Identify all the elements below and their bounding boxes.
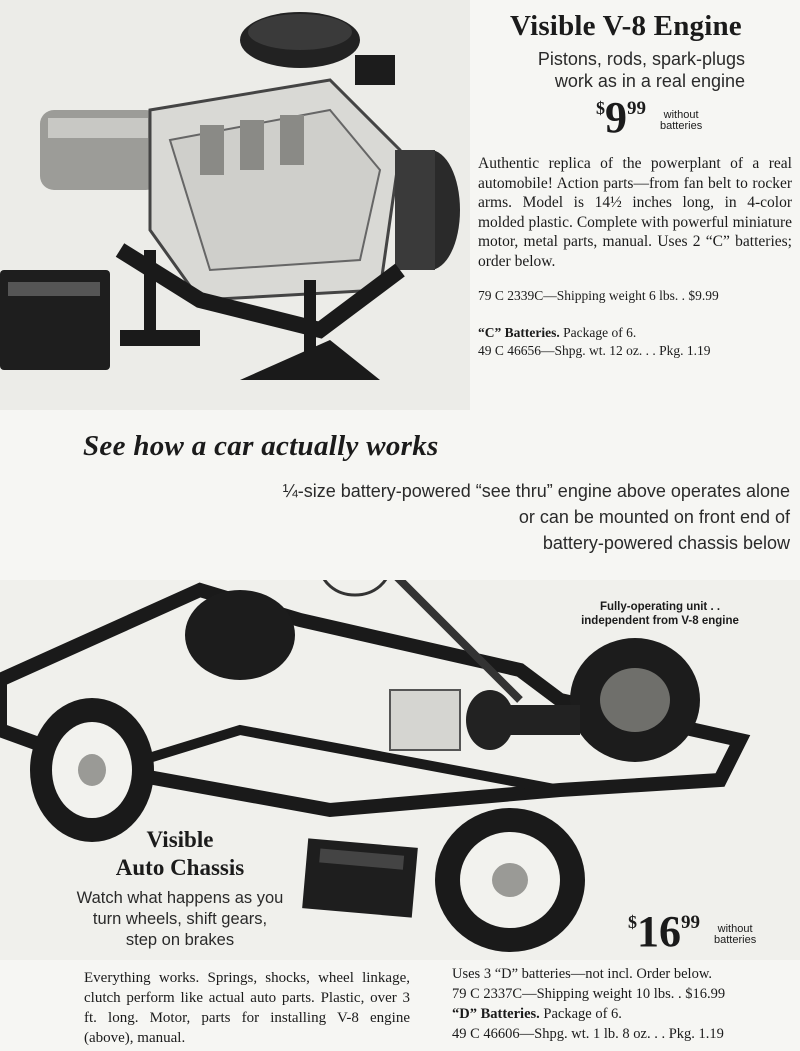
chassis-uses-line: Uses 3 “D” batteries—not incl. Order below.: [452, 966, 712, 982]
engine-price-dollar: $: [596, 98, 605, 118]
chassis-subtitle-line2: turn wheels, shift gears,: [92, 910, 268, 928]
chassis-batteries: [452, 1004, 792, 1024]
v8-engine-illustration: [0, 0, 470, 410]
chassis-price-note: [714, 924, 756, 946]
engine-description: Authentic replica of the powerplant of a real automobile! Action parts—from fan belt to rocker arms. Model is 14½ inches long, in 4-color molded plastic. Complete with powerful miniature motor, metal parts, manual. Uses 2 “C” batteries; order below.: [478, 155, 792, 270]
engine-subtitle: [480, 48, 745, 92]
headline-subtitle: [150, 478, 790, 556]
chassis-subtitle-line1: Watch what happens as you: [76, 889, 284, 907]
headline-sub-line2: or can be mounted on front end of: [518, 507, 790, 527]
engine-price-main: 9: [605, 93, 627, 142]
chassis-order-info: [452, 964, 792, 1044]
engine-batteries: [478, 324, 792, 360]
chassis-price: [628, 907, 757, 956]
chassis-price-main: 16: [637, 907, 681, 956]
engine-order-line: 79 C 2339C—Shipping weight 6 lbs. . $9.99: [478, 288, 719, 303]
engine-batteries-title: “C” Batteries.: [478, 325, 560, 340]
headline-title: See how a car actually works: [83, 430, 439, 462]
engine-price-note-line2: batteries: [660, 120, 703, 132]
engine-subtitle-line1: Pistons, rods, spark-plugs: [537, 49, 745, 69]
chassis-order-line: 79 C 2337C—Shipping weight 10 lbs. . $16.99: [452, 986, 726, 1002]
engine-subtitle-line2: work as in a real engine: [554, 71, 745, 91]
chassis-title: [100, 826, 260, 882]
chassis-description: Everything works. Springs, shocks, wheel linkage, clutch perform like actual auto parts. Plastic, over 3 ft. long. Motor, parts for installing V-8 engine (above), manual.: [84, 970, 410, 1046]
engine-price: [596, 93, 703, 142]
chassis-title-line1: Visible: [146, 827, 214, 852]
chassis-callout: [545, 600, 775, 628]
chassis-price-note-line1: without: [717, 923, 753, 935]
chassis-price-note-line2: batteries: [714, 934, 757, 946]
engine-photo: [0, 0, 470, 410]
engine-batteries-order: 49 C 46656—Shpg. wt. 12 oz. . . Pkg. 1.19: [478, 343, 711, 358]
chassis-subtitle-line3: step on brakes: [125, 931, 235, 949]
engine-price-note-line1: without: [663, 109, 699, 121]
engine-batteries-desc: Package of 6.: [559, 325, 637, 340]
chassis-price-cents: 99: [681, 912, 700, 933]
headline-sub-line1: ¼-size battery-powered “see thru” engine above operates alone: [282, 481, 790, 501]
chassis-batteries-order: 49 C 46606—Shpg. wt. 1 lb. 8 oz. . . Pkg. 1.19: [452, 1026, 724, 1042]
chassis-price-dollar: $: [628, 912, 637, 932]
chassis-title-line2: Auto Chassis: [115, 855, 245, 880]
chassis-batteries-desc: Package of 6.: [539, 1006, 622, 1022]
headline-sub-line3: battery-powered chassis below: [542, 533, 790, 553]
engine-price-cents: 99: [627, 98, 646, 119]
chassis-callout-line1: Fully-operating unit . .: [599, 601, 721, 613]
chassis-subtitle: [45, 888, 315, 951]
engine-price-note: [660, 110, 702, 132]
engine-title: Visible V-8 Engine: [510, 10, 742, 42]
chassis-batteries-title: “D” Batteries.: [452, 1006, 540, 1022]
chassis-callout-line2: independent from V-8 engine: [581, 615, 739, 627]
